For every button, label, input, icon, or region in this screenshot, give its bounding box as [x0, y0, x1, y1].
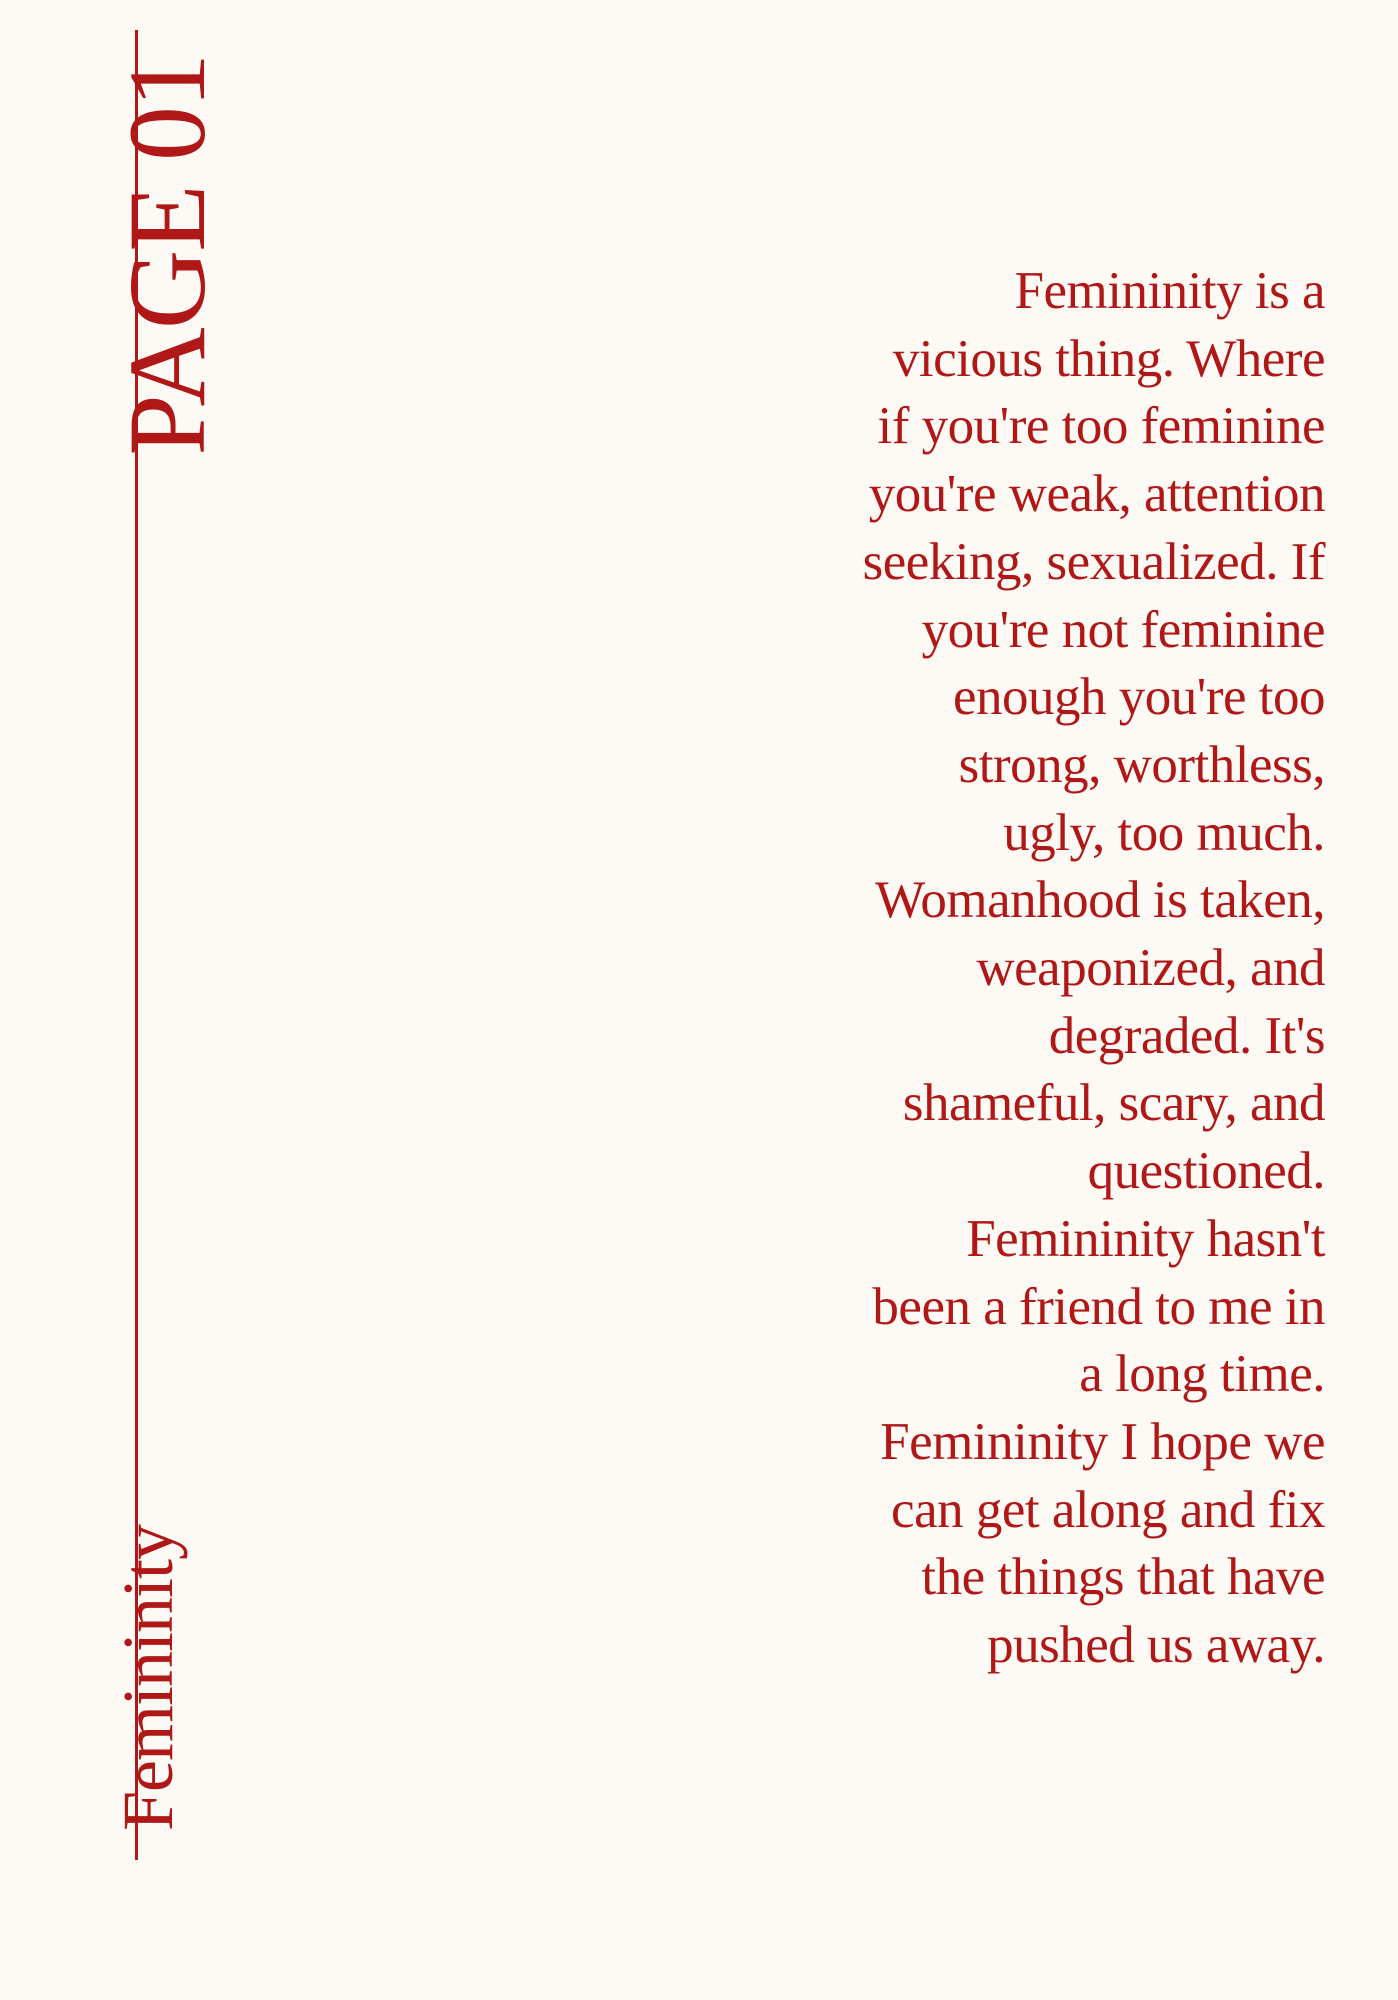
body-line: Femininity I hope we: [880, 1412, 1325, 1471]
body-line: can get along and fix: [891, 1480, 1325, 1539]
body-line: vicious thing. Where: [892, 329, 1325, 388]
body-text: [863, 258, 1325, 1680]
body-line: shameful, scary, and: [902, 1074, 1325, 1133]
body-line: been a friend to me in: [872, 1277, 1325, 1336]
body-line: ugly, too much.: [1003, 803, 1325, 862]
body-line: if you're too feminine: [877, 397, 1325, 456]
body-line: Femininity is a: [1014, 262, 1325, 320]
body-line: enough you're too: [953, 668, 1325, 727]
body-line: you're not feminine: [921, 600, 1325, 659]
body-line: seeking, sexualized. If: [862, 532, 1325, 591]
body-line: the things that have: [921, 1548, 1325, 1607]
body-line: Womanhood is taken,: [875, 871, 1325, 930]
body-line: degraded. It's: [1048, 1006, 1325, 1065]
body-line: weaponized, and: [976, 939, 1325, 998]
body-line: a long time.: [1079, 1345, 1325, 1404]
page-title: Femininity: [108, 1525, 188, 1832]
body-line: you're weak, attention: [868, 465, 1325, 524]
body-line: questioned.: [1087, 1142, 1325, 1201]
body-line: Femininity hasn't: [966, 1209, 1325, 1268]
page-number-label: PAGE 01: [106, 55, 228, 456]
body-line: strong, worthless,: [958, 735, 1325, 794]
body-line: pushed us away.: [987, 1616, 1325, 1675]
